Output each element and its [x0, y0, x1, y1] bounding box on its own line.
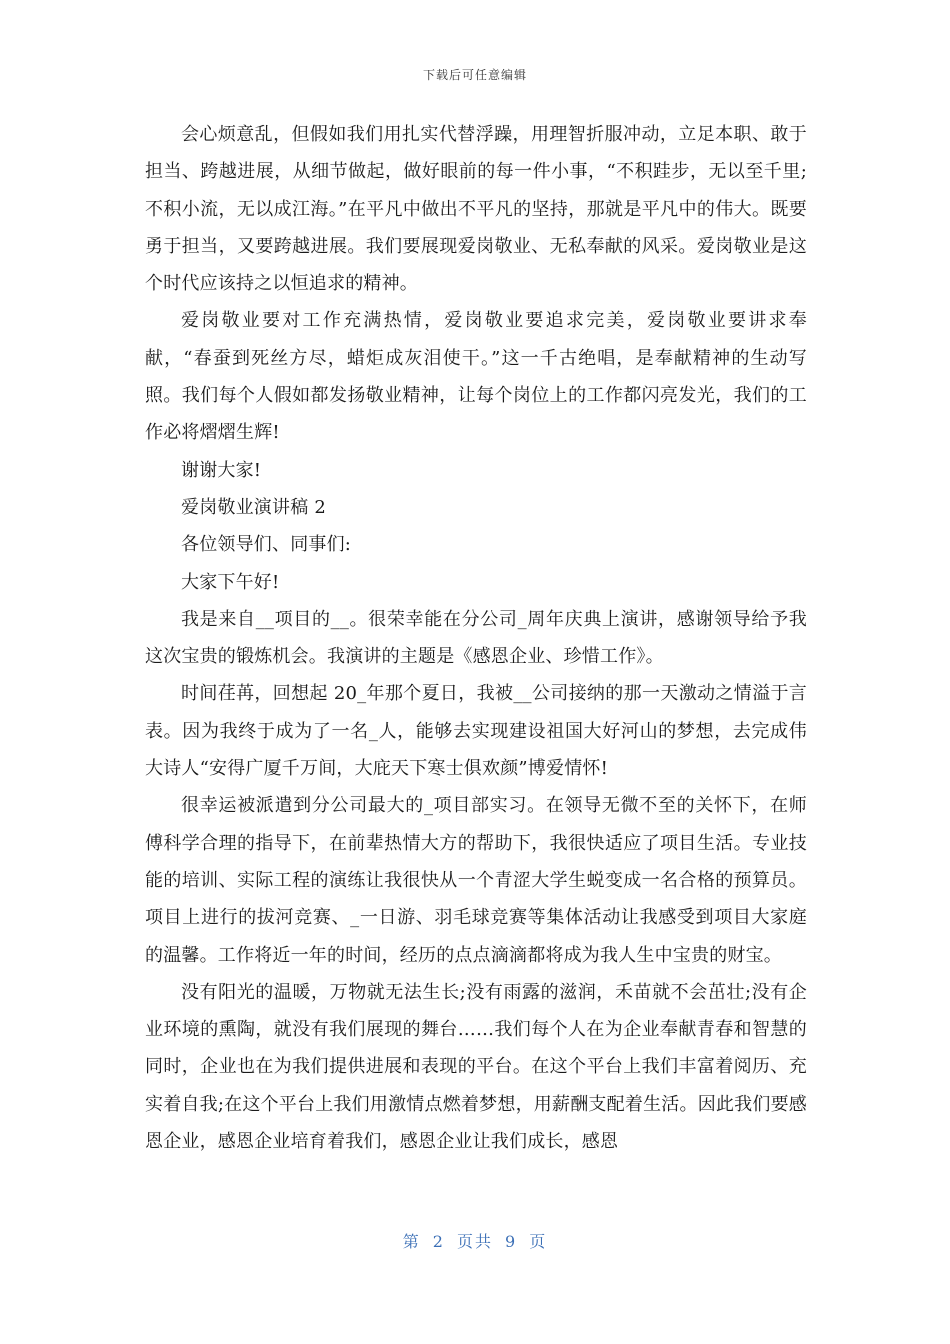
paragraph: 会心烦意乱，但假如我们用扎实代替浮躁，用理智折服冲动，立足本职、敢于担当、跨越进展，从细节做起，做好眼前的每一件小事，“不积跬步，无以至千里;不积小流，无以成江海。”在平凡中做出不平凡的坚持，那就是平凡中的伟大。既要勇于担当，又要跨越进展。我们要展现爱岗敬业、无私奉献的风采。爱岗敬业是这个时代应该持之以恒追求的精神。: [145, 124, 807, 295]
paragraph: 没有阳光的温暖，万物就无法生长;没有雨露的滋润，禾苗就不会茁壮;没有企业环境的熏陶，就没有我们展现的舞台……我们每个人在为企业奉献青春和智慧的同时，企业也在为我们提供进展和表现的平台。在这个平台上我们丰富着阅历、充实着自我;在这个平台上我们用激情点燃着梦想，用薪酬支配着生活。因此我们要感恩企业，感恩企业培育着我们，感恩企业让我们成长，感恩: [145, 981, 807, 1153]
paragraph: 时间荏苒，回想起 20_年那个夏日，我被__公司接纳的那一天激动之情溢于言表。因为我终于成为了一名_人，能够去实现建设祖国大好河山的梦想，去完成伟大诗人“安得广厦千万间，大庇天下寒士俱欢颜”博爱情怀!: [145, 683, 807, 780]
salutation: 各位领导们、同事们:: [181, 534, 352, 556]
paragraph: 很幸运被派遣到分公司最大的_项目部实习。在领导无微不至的关怀下，在师傅科学合理的指导下，在前辈热情大方的帮助下，我很快适应了项目生活。专业技能的培训、实际工程的演练让我很快从一个青涩大学生蜕变成一名合格的预算员。项目上进行的拔河竞赛、_一日游、羽毛球竞赛等集体活动让我感受到项目大家庭的温馨。工作将近一年的时间，经历的点点滴滴都将成为我人生中宝贵的财宝。: [145, 795, 807, 966]
section-title: 爱岗敬业演讲稿 2: [181, 496, 326, 518]
footer-suffix: 页: [529, 1232, 548, 1251]
paragraph: 谢谢大家!: [181, 459, 262, 481]
footer-middle: 页共: [456, 1232, 493, 1251]
paragraph: 爱岗敬业要对工作充满热情，爱岗敬业要追求完美，爱岗敬业要讲求奉献，“春蚕到死丝方尽，蜡炬成灰泪使干。”这一千古绝唱，是奉献精神的生动写照。我们每个人假如都发扬敬业精神，让每个岗位上的工作都闪亮发光，我们的工作必将熠熠生辉!: [145, 310, 807, 444]
document-body: [145, 116, 807, 1160]
paragraph: 我是来自__项目的__。很荣幸能在分公司_周年庆典上演讲，感谢领导给予我这次宝贵的锻炼机会。我演讲的主题是《感恩企业、珍惜工作》。: [145, 608, 807, 668]
footer-prefix: 第: [402, 1232, 421, 1251]
greeting: 大家下午好!: [181, 571, 280, 593]
header-note: 下载后可任意编辑: [422, 68, 527, 82]
total-page-number: 9: [505, 1232, 518, 1251]
page-footer: [0, 1229, 950, 1252]
current-page-number: 2: [432, 1232, 445, 1251]
